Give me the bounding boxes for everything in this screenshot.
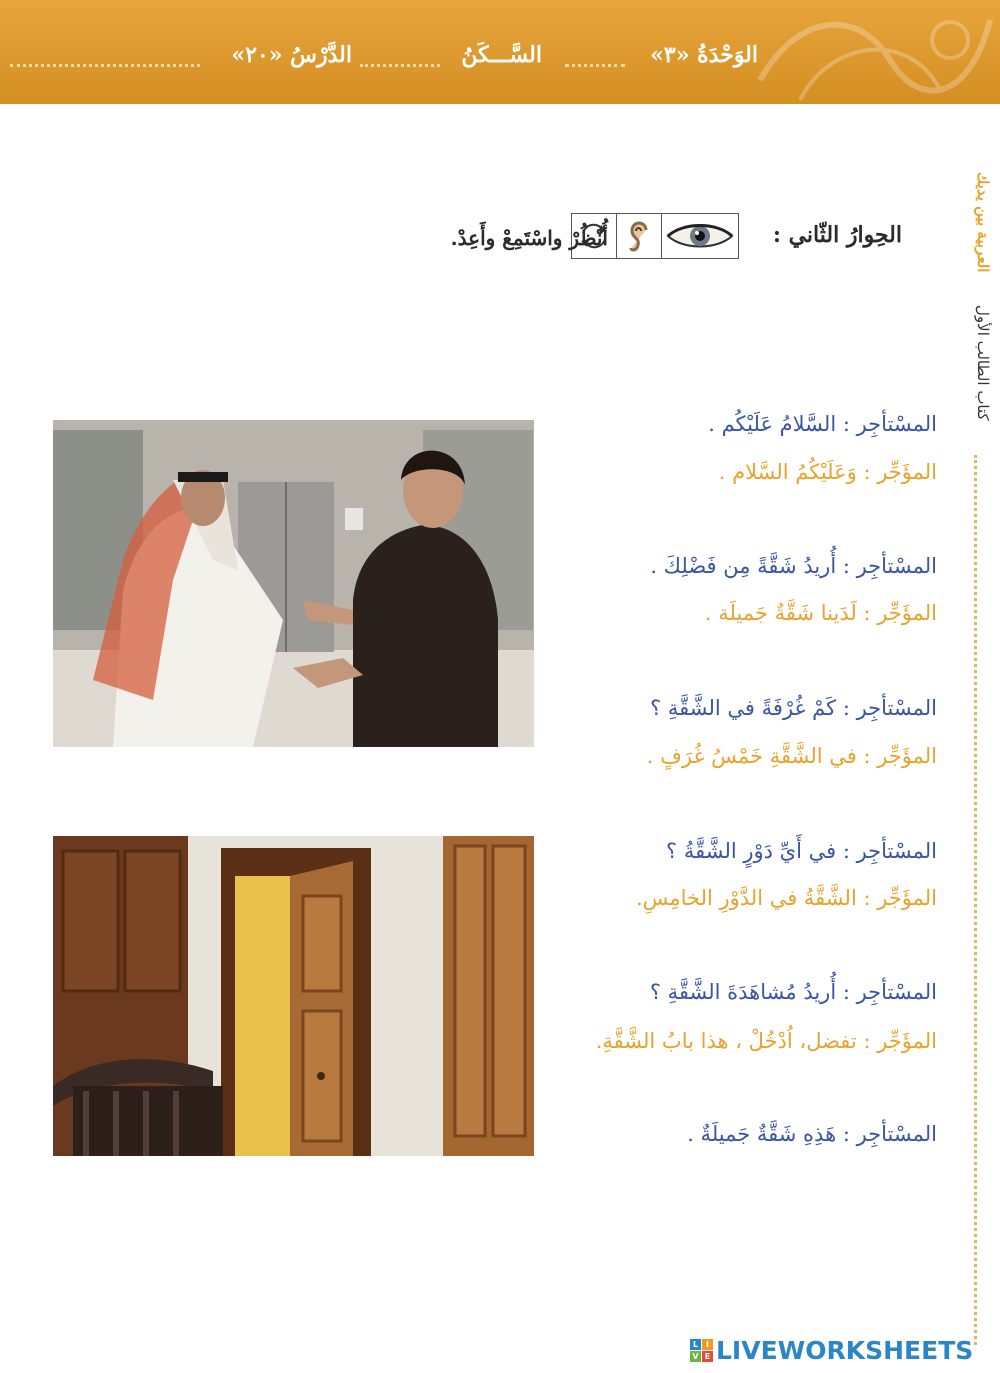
- calligraphy-decoration: [740, 0, 1000, 104]
- dialogue-line-7: المسْتأجِر : في أَيِّ دَوْرٍ الشَّقَّةُ ؟: [666, 839, 937, 863]
- dialogue-line-9: المسْتأجِر : أُريدُ مُشاهَدَةَ الشَّقَّةِ ؟: [649, 980, 937, 1004]
- ear-icon: [616, 214, 661, 258]
- dialogue-line-5: المسْتأجِر : كَمْ غُرْفَةً في الشَّقَّةِ ؟: [650, 696, 937, 720]
- dialogue-line-6: المؤَجِّر : في الشَّقَّةِ خَمْسُ غُرَفٍ .: [646, 744, 937, 768]
- side-book-title: كتاب الطالب الأول: [974, 305, 992, 421]
- dialogue-line-1: المسْتأجِر : السَّلامُ عَلَيْكُم .: [708, 412, 937, 436]
- dialogue-line-3: المسْتأجِر : أُريدُ شَقَّةً مِن فَضْلِكَ .: [650, 554, 937, 578]
- dialogue-line-10: المؤَجِّر : تفضل، اُدْخُلْ ، هذا بابُ الشَّقَّةِ.: [595, 1029, 937, 1053]
- apartment-door-photo: [53, 836, 534, 1156]
- header-dots-mid-right: [565, 64, 625, 67]
- liveworksheets-brand-text: LIVEWORKSHEETS: [716, 1335, 974, 1365]
- dialogue-title: الحِوارُ الثّاني :: [772, 222, 902, 248]
- header-dots-mid-left: [360, 64, 440, 67]
- liveworksheets-badge-icon: L I V E: [690, 1339, 713, 1362]
- unit-label: الوَحْدَةُ «٣»: [650, 42, 758, 68]
- liveworksheets-logo[interactable]: [690, 1333, 990, 1367]
- dialogue-line-8: المؤَجِّر : الشَّقَّةُ في الدَّوْرِ الخامِسِ.: [635, 886, 937, 910]
- header-dots-left: [10, 64, 200, 67]
- dialogue-line-4: المؤَجِّر : لَدَينا شَقَّةٌ جَميلَة .: [704, 601, 937, 625]
- eye-icon: [661, 214, 738, 258]
- instruction-text: أُنْظُرْ واسْتَمِعْ وأَعِدْ.: [450, 226, 608, 250]
- side-dots: [974, 455, 977, 1345]
- handshake-photo: [53, 420, 534, 747]
- side-series-title: العربية بين يديك: [974, 172, 992, 273]
- topic-label: السَّـــكَنُ: [461, 42, 542, 68]
- lesson-label: الدَّرْسُ «٢٠»: [231, 42, 352, 68]
- header-bar: [0, 0, 1000, 104]
- dialogue-line-11: المسْتأجِر : هَذِهِ شَقَّةٌ جَميلَةٌ .: [687, 1122, 937, 1146]
- dialogue-line-2: المؤَجِّر : وَعَلَيْكُمُ السَّلام .: [718, 460, 937, 484]
